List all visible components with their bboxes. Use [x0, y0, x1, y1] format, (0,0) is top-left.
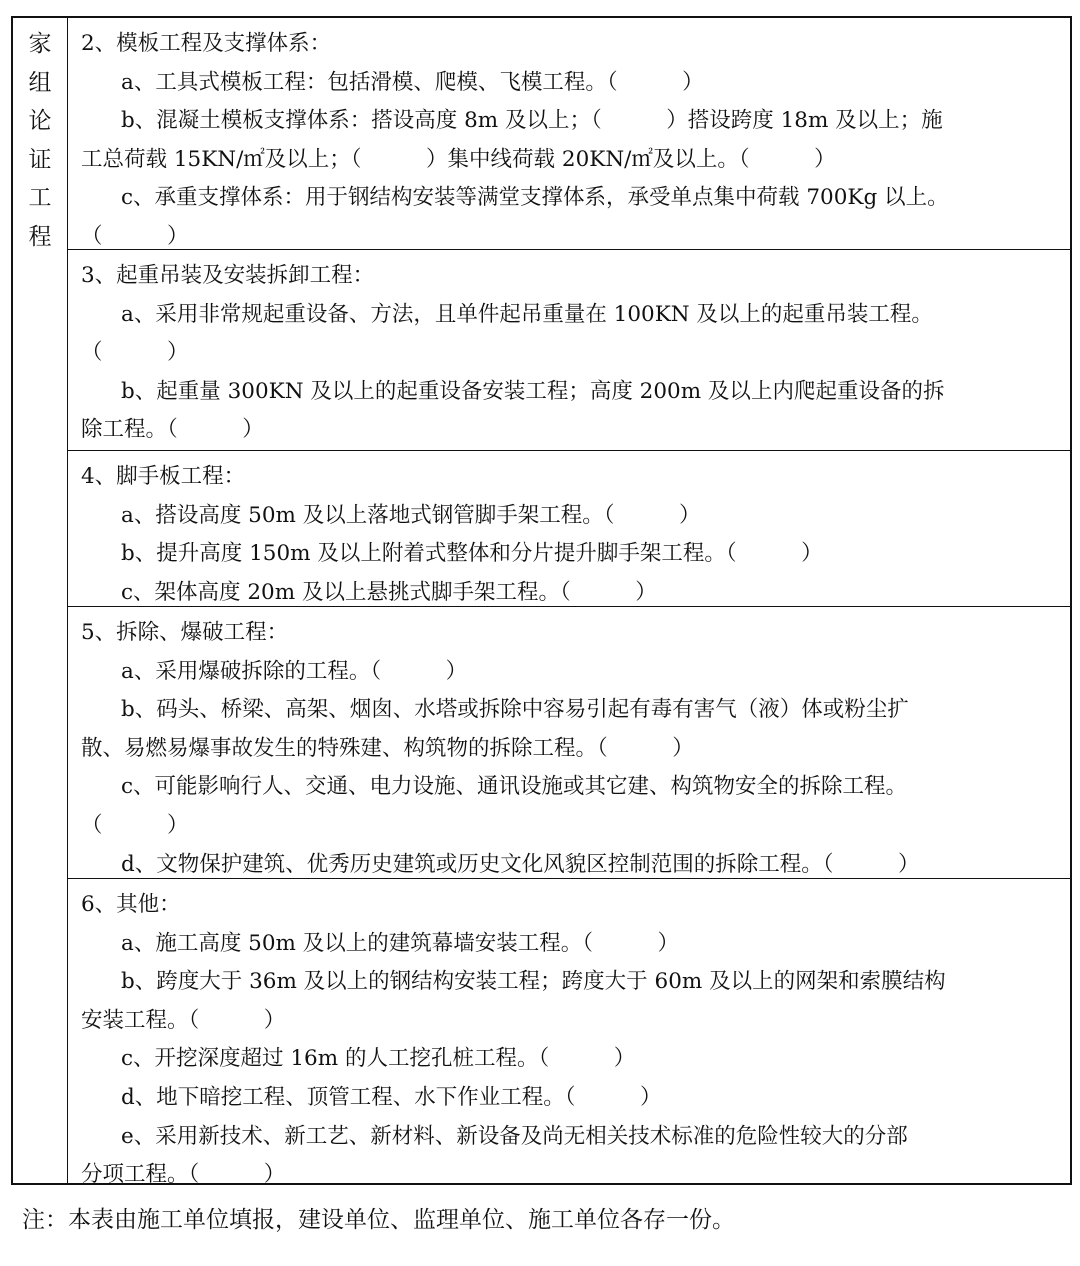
- item-line: b、混凝土模板支撑体系：搭设高度 8m 及以上；（ ）搭设跨度 18m 及以上；施: [121, 108, 943, 134]
- section-other: [68, 879, 1070, 1195]
- category-label-char: 证: [28, 146, 52, 173]
- category-label-char: 组: [28, 69, 52, 96]
- section-scaffold: [68, 451, 1070, 607]
- section-lifting: [68, 250, 1070, 451]
- item-line: c、可能影响行人、交通、电力设施、通讯设施或其它建、构筑物安全的拆除工程。: [121, 774, 908, 800]
- item-line: c、开挖深度超过 16m 的人工挖孔桩工程。（ ）: [121, 1046, 636, 1072]
- item-line: c、承重支撑体系：用于钢结构安装等满堂支撑体系，承受单点集中荷载 700Kg 以上。: [121, 185, 949, 211]
- section-heading: 3、起重吊装及安装拆卸工程：: [81, 263, 375, 288]
- item-line-continued: （ ）: [81, 223, 189, 249]
- item-line-continued: （ ）: [81, 812, 189, 838]
- section-heading: 2、模板工程及支撑体系：: [81, 31, 332, 56]
- project-table: [11, 16, 1072, 1188]
- item-line: d、地下暗挖工程、顶管工程、水下作业工程。（ ）: [121, 1084, 662, 1110]
- section-heading: 4、脚手板工程：: [81, 463, 246, 489]
- category-label-char: 家: [28, 31, 52, 57]
- category-label-char: 程: [28, 223, 52, 250]
- item-line: b、码头、桥梁、高架、烟囱、水塔或拆除中容易引起有毒有害气（液）体或粉尘扩: [121, 697, 909, 723]
- item-line-continued: （ ）: [81, 340, 189, 366]
- category-label-char: 工: [28, 185, 52, 211]
- item-line: a、采用爆破拆除的工程。（ ）: [121, 658, 468, 684]
- item-line: b、起重量 300KN 及以上的起重设备安装工程；高度 200m 及以上内爬起重设备的拆: [121, 378, 945, 404]
- category-label-column: [13, 18, 68, 1183]
- section-demolition: [68, 607, 1070, 879]
- item-line-continued: 除工程。（ ）: [81, 417, 264, 443]
- item-line-continued: 散、易燃易爆事故发生的特殊建、构筑物的拆除工程。（ ）: [81, 735, 694, 761]
- item-line: c、架体高度 20m 及以上悬挑式脚手架工程。（ ）: [121, 579, 657, 605]
- item-line: b、跨度大于 36m 及以上的钢结构安装工程；跨度大于 60m 及以上的网架和索膜结构: [121, 969, 946, 995]
- footnote: 注：本表由施工单位填报，建设单位、监理单位、施工单位各存一份。: [22, 1207, 735, 1233]
- item-line: a、施工高度 50m 及以上的建筑幕墙安装工程。（ ）: [121, 930, 679, 956]
- item-line: a、搭设高度 50m 及以上落地式钢管脚手架工程。（ ）: [121, 502, 701, 528]
- content-column: [68, 18, 1070, 1188]
- item-line-continued: 分项工程。（ ）: [81, 1162, 286, 1188]
- section-heading: 5、拆除、爆破工程：: [81, 619, 289, 645]
- item-line-continued: 安装工程。（ ）: [81, 1007, 286, 1033]
- category-label-char: 论: [28, 108, 52, 134]
- item-line: a、采用非常规起重设备、方法，且单件起吊重量在 100KN 及以上的起重吊装工程。: [121, 301, 933, 327]
- item-line-continued: 工总荷载 15KN/㎡及以上；（ ）集中线荷载 20KN/㎡及以上。（ ）: [81, 146, 836, 172]
- item-line: b、提升高度 150m 及以上附着式整体和分片提升脚手架工程。（ ）: [121, 541, 823, 567]
- item-line: e、采用新技术、新工艺、新材料、新设备及尚无相关技术标准的危险性较大的分部: [121, 1123, 908, 1149]
- item-line: a、工具式模板工程：包括滑模、爬模、飞模工程。（ ）: [121, 69, 704, 95]
- item-line: d、文物保护建筑、优秀历史建筑或历史文化风貌区控制范围的拆除工程。（ ）: [121, 851, 920, 877]
- section-formwork: [68, 18, 1070, 250]
- section-heading: 6、其他：: [81, 891, 181, 917]
